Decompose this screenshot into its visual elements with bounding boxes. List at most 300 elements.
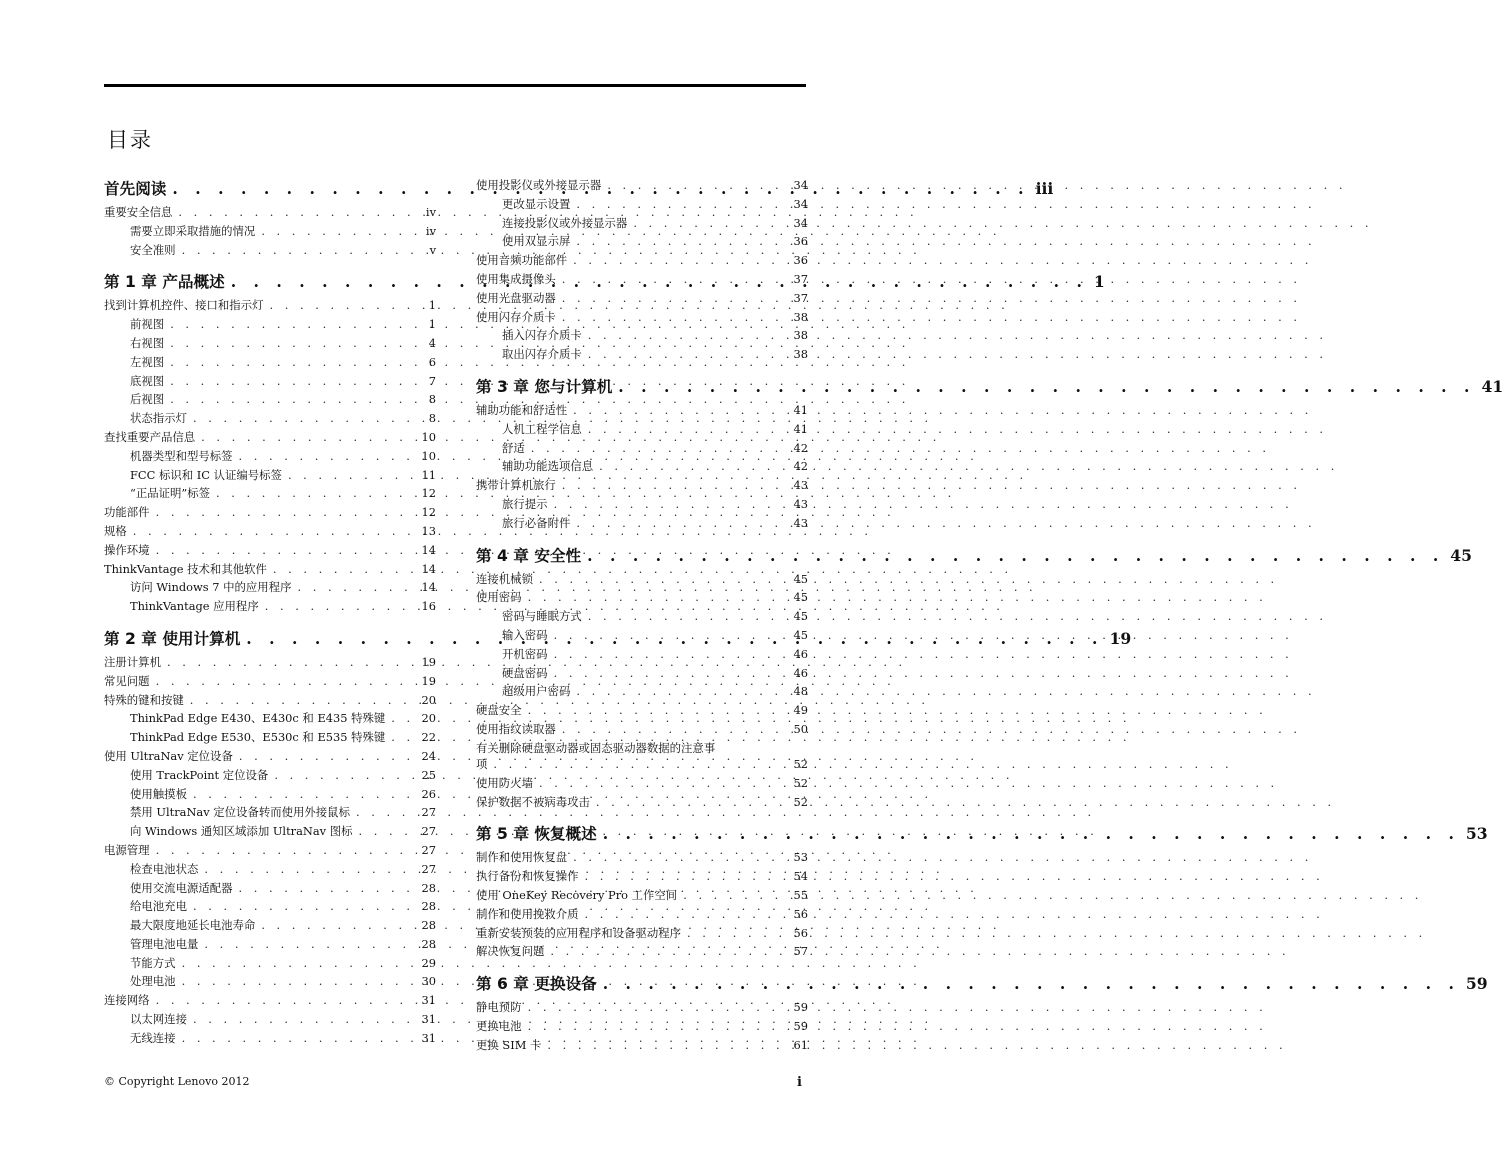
- toc-leader-dots: [683, 886, 784, 905]
- toc-entry[interactable]: [104, 803, 436, 822]
- toc-chapter-title: 首先阅读: [104, 180, 167, 198]
- toc-page-number: 19: [421, 654, 436, 669]
- toc-entry[interactable]: [104, 766, 436, 785]
- toc-entry-title: ThinkVantage 应用程序: [130, 599, 259, 614]
- toc-entry[interactable]: [104, 653, 436, 672]
- toc-entry[interactable]: [476, 774, 808, 793]
- toc-entry[interactable]: [104, 879, 436, 898]
- toc-page-number: 31: [421, 1030, 436, 1045]
- toc-chapter-title: 第 1 章 产品概述: [104, 273, 225, 292]
- toc-entry-title: 节能方式: [130, 955, 176, 970]
- toc-page-number: 45: [793, 609, 808, 624]
- toc-leader-dots: [587, 545, 1444, 567]
- toc-page-number: 6: [428, 354, 436, 369]
- toc-entry-title: 使用触摸板: [130, 786, 187, 801]
- toc-entry-title: 状态指示灯: [130, 411, 187, 426]
- toc-leader-dots: [576, 195, 784, 214]
- toc-leader-dots: [170, 390, 412, 409]
- copyright-text: © Copyright Lenovo 2012: [104, 1075, 250, 1088]
- toc-leader-dots: [239, 747, 412, 766]
- toc-entry-title: 电源管理: [104, 842, 150, 857]
- toc-entry-title: 以太网连接: [130, 1012, 187, 1027]
- toc-page-number: 12: [421, 505, 436, 520]
- toc-entry-title: 有关删除硬盘驱动器或固态驱动器数据的注意事: [476, 740, 716, 755]
- toc-entry[interactable]: [476, 739, 808, 774]
- toc-page-number: 27: [421, 805, 436, 820]
- toc-entry[interactable]: [104, 466, 436, 485]
- toc-entry-title: 舒适: [502, 440, 525, 455]
- toc-entry[interactable]: [476, 886, 808, 905]
- toc-entry[interactable]: [104, 1010, 436, 1029]
- toc-entry-title: ThinkPad Edge E530、E530c 和 E535 特殊键: [130, 730, 386, 745]
- toc-page-number: 37: [793, 290, 808, 305]
- toc-entry[interactable]: [476, 326, 808, 345]
- toc-leader-dots: [562, 308, 784, 327]
- toc-leader-dots: [193, 409, 412, 428]
- toc-entry-title: 制作和使用挽救介质: [476, 906, 579, 921]
- toc-entry[interactable]: [476, 1036, 808, 1055]
- toc-entry[interactable]: [104, 241, 436, 260]
- toc-leader-dots: [539, 570, 784, 589]
- toc-leader-dots: [356, 803, 412, 822]
- toc-leader-dots: [156, 672, 412, 691]
- toc-entry-title: 制作和使用恢复盘: [476, 850, 568, 865]
- toc-entry-title: 密码与睡眠方式: [502, 609, 582, 624]
- toc-page-number: 52: [793, 756, 808, 771]
- toc-leader-dots: [596, 793, 784, 812]
- toc-page-number: 28: [421, 918, 436, 933]
- toc-entry[interactable]: [104, 447, 436, 466]
- toc-leader-dots: [193, 897, 412, 916]
- toc-entry-title: 硬盘安全: [476, 703, 522, 718]
- toc-entry-title: 使用闪存介质卡: [476, 309, 556, 324]
- toc-entry-title: ThinkPad Edge E430、E430c 和 E435 特殊键: [130, 711, 386, 726]
- toc-entry-title: 查找重要产品信息: [104, 429, 196, 444]
- toc-entry[interactable]: [104, 860, 436, 879]
- toc-page-number: 36: [793, 234, 808, 249]
- toc-page-number: 1: [1093, 272, 1105, 292]
- toc-entry[interactable]: [104, 1029, 436, 1048]
- toc-leader-dots: [633, 214, 784, 233]
- toc-entry-title: 安全准则: [130, 242, 176, 257]
- toc-entry-title: 常见问题: [104, 673, 150, 688]
- toc-entry[interactable]: [104, 935, 436, 954]
- toc-page-number: 34: [793, 178, 808, 192]
- toc-entry[interactable]: [476, 401, 808, 420]
- toc-entry[interactable]: [104, 578, 436, 597]
- toc-leader-dots: [599, 457, 784, 476]
- toc-page-number: 8: [428, 411, 436, 426]
- toc-entry-title: 执行备份和恢复操作: [476, 869, 579, 884]
- toc-entry[interactable]: [104, 954, 436, 973]
- toc-entry-title: 静电预防: [476, 1000, 522, 1015]
- toc-leader-dots: [261, 916, 412, 935]
- toc-entry-title: 更改显示设置: [502, 196, 571, 211]
- toc-entry[interactable]: [476, 645, 808, 664]
- toc-entry[interactable]: [476, 682, 808, 701]
- toc-entry-title: 使用光盘驱动器: [476, 290, 556, 305]
- toc-leader-dots: [588, 607, 784, 626]
- toc-page-number: 7: [428, 373, 436, 388]
- toc-entry[interactable]: [476, 793, 808, 812]
- toc-page-number: iii: [1035, 179, 1054, 198]
- toc-entry-title: 访问 Windows 7 中的应用程序: [130, 580, 292, 595]
- toc-page-number: 46: [793, 665, 808, 680]
- toc-entry-title-cont: 项: [476, 756, 488, 771]
- toc-leader-dots: [562, 476, 784, 495]
- toc-entry-title: 使用交流电源适配器: [130, 880, 233, 895]
- toc-entry[interactable]: [104, 296, 436, 315]
- toc-chapter-heading[interactable]: [476, 376, 1503, 398]
- toc-entry-title: 操作环境: [104, 542, 150, 557]
- toc-entry[interactable]: [104, 972, 436, 991]
- toc-entry[interactable]: [476, 998, 808, 1017]
- toc-chapter-title: 第 4 章 安全性: [476, 546, 582, 565]
- toc-leader-dots: [167, 653, 412, 672]
- toc-leader-dots: [607, 176, 784, 195]
- toc-page-number: iv: [425, 205, 436, 219]
- toc-leader-dots: [585, 867, 784, 886]
- toc-entry[interactable]: [476, 457, 808, 476]
- toc-entry[interactable]: [476, 905, 808, 924]
- toc-leader-dots: [528, 1017, 784, 1036]
- toc-page-number: 12: [421, 486, 436, 501]
- toc-entry[interactable]: [104, 691, 436, 710]
- toc-page-number: 43: [793, 478, 808, 493]
- toc-page-number: 52: [793, 775, 808, 790]
- toc-entry-title: 处理电池: [130, 974, 176, 989]
- toc-page-number: 10: [421, 448, 436, 463]
- toc-chapter-title: 第 6 章 更换设备: [476, 975, 597, 994]
- toc-page-number: 36: [793, 253, 808, 268]
- toc-leader-dots: [201, 428, 412, 447]
- toc-leader-dots: [265, 597, 412, 616]
- toc-page-number: 54: [793, 869, 808, 884]
- toc-page-number: 28: [421, 899, 436, 914]
- toc-entry[interactable]: [476, 232, 808, 251]
- toc-entry[interactable]: [476, 289, 808, 308]
- toc-chapter-title: 第 5 章 恢复概述: [476, 825, 597, 844]
- toc-chapter-heading[interactable]: [476, 823, 1488, 845]
- toc-page-number: 48: [793, 684, 808, 699]
- toc-entry-title: 使用集成摄像头: [476, 271, 556, 286]
- toc-entry[interactable]: [476, 439, 808, 458]
- toc-leader-dots: [182, 954, 412, 973]
- toc-entry[interactable]: [104, 390, 436, 409]
- toc-page-number: 16: [421, 599, 436, 614]
- toc-entry[interactable]: [476, 867, 808, 886]
- toc-page-number: 59: [1465, 974, 1488, 994]
- toc-entry-title: 使用投影仪或外接显示器: [476, 178, 602, 192]
- toc-page-number: 42: [793, 459, 808, 474]
- toc-leader-dots: [528, 701, 784, 720]
- toc-entry[interactable]: [476, 588, 808, 607]
- toc-page-number: 53: [793, 850, 808, 865]
- toc-page-number: 43: [793, 515, 808, 530]
- toc-entry[interactable]: [104, 353, 436, 372]
- toc-page-number: 46: [793, 646, 808, 661]
- toc-entry[interactable]: [104, 372, 436, 391]
- toc-entry[interactable]: [476, 176, 808, 195]
- toc-leader-dots: [562, 289, 784, 308]
- toc-entry[interactable]: [476, 924, 808, 943]
- toc-leader-dots: [193, 785, 412, 804]
- toc-leader-dots: [528, 588, 784, 607]
- toc-entry[interactable]: [104, 841, 436, 860]
- toc-entry-title: 底视图: [130, 373, 165, 388]
- toc-page-number: 28: [421, 936, 436, 951]
- toc-leader-dots: [554, 645, 784, 664]
- toc-entry[interactable]: [476, 270, 808, 289]
- toc-page-number: 56: [793, 925, 808, 940]
- toc-entry[interactable]: [104, 409, 436, 428]
- toc-leader-dots: [618, 376, 1475, 398]
- toc-entry[interactable]: [476, 308, 808, 327]
- toc-entry-title: 检查电池状态: [130, 861, 199, 876]
- toc-leader-dots: [170, 353, 412, 372]
- toc-page-number: 20: [421, 711, 436, 726]
- toc-page-number: 41: [793, 421, 808, 436]
- toc-entry-title: 左视图: [130, 354, 165, 369]
- toc-page-number: 42: [793, 440, 808, 455]
- toc-page-number: 30: [421, 974, 436, 989]
- toc-entry-title: 使用音频功能部件: [476, 253, 568, 268]
- toc-leader-dots: [573, 251, 784, 270]
- toc-leader-dots: [156, 503, 412, 522]
- toc-page-number: 55: [793, 887, 808, 902]
- toc-page-number: 45: [1450, 545, 1472, 565]
- toc-entry-title: 注册计算机: [104, 654, 161, 669]
- toc-leader-dots: [573, 848, 784, 867]
- toc-entry-title: 更换 SIM 卡: [476, 1037, 542, 1052]
- toc-entry[interactable]: [104, 428, 436, 447]
- toc-entry-title: 辅助功能和舒适性: [476, 402, 568, 417]
- toc-entry[interactable]: [476, 607, 808, 626]
- toc-entry[interactable]: [104, 916, 436, 935]
- toc-entry[interactable]: [476, 495, 808, 514]
- toc-leader-dots: [554, 626, 784, 645]
- toc-leader-dots: [170, 334, 412, 353]
- toc-page-number: 56: [793, 906, 808, 921]
- toc-entry-title: 规格: [104, 523, 127, 538]
- toc-page-number: 1: [428, 317, 436, 332]
- toc-entry[interactable]: [476, 942, 808, 961]
- toc-leader-dots: [531, 439, 784, 458]
- toc-entry[interactable]: [104, 785, 436, 804]
- toc-leader-dots: [588, 420, 784, 439]
- toc-entry[interactable]: [104, 597, 436, 616]
- toc-leader-dots: [576, 514, 784, 533]
- toc-leader-dots: [204, 860, 412, 879]
- toc-leader-dots: [178, 203, 412, 222]
- toc-page-number: 14: [421, 561, 436, 576]
- toc-entry-title: 人机工程学信息: [502, 421, 582, 436]
- toc-leader-dots: [133, 522, 412, 541]
- toc-page-number: 49: [793, 703, 808, 718]
- toc-entry[interactable]: [104, 334, 436, 353]
- toc-entry[interactable]: [104, 822, 436, 841]
- toc-leader-dots: [193, 1010, 412, 1029]
- toc-page-number: v: [429, 242, 436, 257]
- toc-leader-dots: [573, 401, 784, 420]
- toc-entry[interactable]: [476, 664, 808, 683]
- toc-entry[interactable]: [476, 701, 808, 720]
- toc-leader-dots: [156, 841, 412, 860]
- toc-entry[interactable]: [104, 503, 436, 522]
- toc-page-number: 13: [421, 523, 436, 538]
- toc-page-number: 38: [793, 347, 808, 362]
- toc-page-number: 52: [793, 794, 808, 809]
- toc-page-number: 43: [793, 496, 808, 511]
- toc-leader-dots: [554, 664, 784, 683]
- toc-page-number: 34: [793, 196, 808, 211]
- toc-entry[interactable]: [104, 897, 436, 916]
- toc-entry[interactable]: [104, 991, 436, 1010]
- toc-leader-dots: [239, 879, 412, 898]
- toc-entry-title: 功能部件: [104, 505, 150, 520]
- toc-page-number: 45: [793, 590, 808, 605]
- toc-entry[interactable]: [104, 560, 436, 579]
- toc-entry[interactable]: [476, 1017, 808, 1036]
- toc-entry[interactable]: [476, 626, 808, 645]
- toc-leader-dots: [288, 466, 412, 485]
- toc-page-number: 27: [421, 861, 436, 876]
- toc-leader-dots: [493, 756, 784, 772]
- toc-leader-dots: [182, 241, 412, 260]
- toc-leader-dots: [216, 484, 412, 503]
- toc-leader-dots: [273, 560, 412, 579]
- toc-page-number: 31: [421, 1012, 436, 1027]
- toc-leader-dots: [297, 578, 412, 597]
- toc-entry[interactable]: [476, 195, 808, 214]
- toc-entry-title: 输入密码: [502, 627, 548, 642]
- toc-entry[interactable]: [476, 251, 808, 270]
- toc-entry-title: 使用防火墙: [476, 775, 533, 790]
- toc-entry-continuation: [476, 756, 808, 772]
- toc-leader-dots: [576, 682, 784, 701]
- page-title: 目录: [107, 128, 153, 152]
- toc-entry-title: 右视图: [130, 335, 165, 350]
- toc-page-number: 14: [421, 542, 436, 557]
- toc-entry-title: 禁用 UltraNav 定位设备转而使用外接鼠标: [130, 805, 350, 820]
- toc-leader-dots: [562, 720, 784, 739]
- toc-leader-dots: [358, 822, 412, 841]
- toc-page-number: 50: [793, 721, 808, 736]
- toc-page-number: 19: [421, 673, 436, 688]
- toc-page-number: 37: [793, 271, 808, 286]
- toc-entry-title: 后视图: [130, 392, 165, 407]
- toc-page-number: 61: [793, 1037, 808, 1052]
- toc-entry[interactable]: [104, 222, 436, 241]
- toc-leader-dots: [603, 823, 1460, 845]
- toc-entry-title: FCC 标识和 IC 认证编号标签: [130, 467, 282, 482]
- toc-page-number: 28: [421, 880, 436, 895]
- toc-page-number: 24: [421, 748, 436, 763]
- toc-chapter-heading[interactable]: [476, 973, 1488, 995]
- toc-page-number: 29: [421, 955, 436, 970]
- toc-entry-title: 给电池充电: [130, 899, 187, 914]
- toc-entry[interactable]: [104, 541, 436, 560]
- toc-entry-title: 使用 OneKey Recovery Pro 工作空间: [476, 887, 678, 902]
- toc-page-number: 19: [1109, 628, 1132, 648]
- toc-entry[interactable]: [476, 720, 808, 739]
- toc-entry-title: 使用指纹读取器: [476, 721, 556, 736]
- header-rule: [104, 84, 806, 87]
- toc-entry-title: “正品证明”标签: [130, 486, 210, 501]
- toc-leader-dots: [391, 709, 412, 728]
- toc-entry-title: 更换电池: [476, 1018, 522, 1033]
- toc-entry[interactable]: [104, 315, 436, 334]
- toc-entry[interactable]: [476, 214, 808, 233]
- toc-page-number: 45: [793, 571, 808, 586]
- toc-entry-title: 向 Windows 通知区域添加 UltraNav 图标: [130, 824, 353, 839]
- toc-page-number: 20: [421, 692, 436, 707]
- toc-leader-dots: [156, 991, 412, 1010]
- toc-entry[interactable]: [476, 514, 808, 533]
- toc-page-number: iv: [425, 223, 436, 238]
- toc-entry-title: 使用 TrackPoint 定位设备: [130, 767, 269, 782]
- toc-leader-dots: [576, 232, 784, 251]
- toc-entry[interactable]: [104, 747, 436, 766]
- toc-entry-title: 旅行提示: [502, 496, 548, 511]
- toc-entry-title: 连接网络: [104, 993, 150, 1008]
- toc-page-number: 59: [793, 1000, 808, 1015]
- toc-entry[interactable]: [104, 522, 436, 541]
- toc-entry[interactable]: [104, 709, 436, 728]
- toc-leader-dots: [554, 495, 784, 514]
- toc-entry-title: 连接投影仪或外接显示器: [502, 215, 628, 230]
- toc-page-number: 45: [793, 627, 808, 642]
- toc-leader-dots: [562, 270, 784, 289]
- toc-page-number: 57: [793, 944, 808, 959]
- toc-entry-title: 机器类型和型号标签: [130, 448, 233, 463]
- toc-chapter-heading[interactable]: [476, 545, 1472, 567]
- toc-entry-title: ThinkVantage 技术和其他软件: [104, 561, 267, 576]
- toc-entry[interactable]: [476, 570, 808, 589]
- toc-chapter-title: 第 3 章 您与计算机: [476, 377, 613, 396]
- toc-leader-dots: [239, 447, 412, 466]
- toc-page-number: 14: [421, 580, 436, 595]
- toc-page-number: 11: [421, 467, 436, 482]
- toc-entry-title: 使用 UltraNav 定位设备: [104, 748, 233, 763]
- toc-entry-title: 无线连接: [130, 1030, 176, 1045]
- toc-page-number: 27: [421, 824, 436, 839]
- toc-page-number: 1: [428, 298, 436, 313]
- toc-leader-dots: [603, 973, 1460, 995]
- toc-entry-title: 重要安全信息: [104, 205, 173, 219]
- toc-leader-dots: [687, 924, 784, 943]
- toc-entry[interactable]: [104, 672, 436, 691]
- toc-page-number: 27: [421, 842, 436, 857]
- toc-entry[interactable]: [104, 484, 436, 503]
- toc-entry-title: 插入闪存介质卡: [502, 328, 582, 343]
- toc-entry[interactable]: [476, 476, 808, 495]
- toc-entry[interactable]: [476, 848, 808, 867]
- toc-entry-title: 辅助功能选项信息: [502, 459, 594, 474]
- toc-entry-title: 前视图: [130, 317, 165, 332]
- toc-entry-title: 开机密码: [502, 646, 548, 661]
- toc-entry[interactable]: [104, 203, 436, 222]
- toc-entry-title: 使用密码: [476, 590, 522, 605]
- toc-entry[interactable]: [104, 728, 436, 747]
- toc-entry[interactable]: [476, 345, 808, 364]
- toc-entry[interactable]: [476, 420, 808, 439]
- toc-page-number: 59: [793, 1018, 808, 1033]
- toc-page-number: 8: [428, 392, 436, 407]
- toc-page-number: 38: [793, 309, 808, 324]
- toc-entry-title: 管理电池电量: [130, 936, 199, 951]
- toc-page-number: 25: [421, 767, 436, 782]
